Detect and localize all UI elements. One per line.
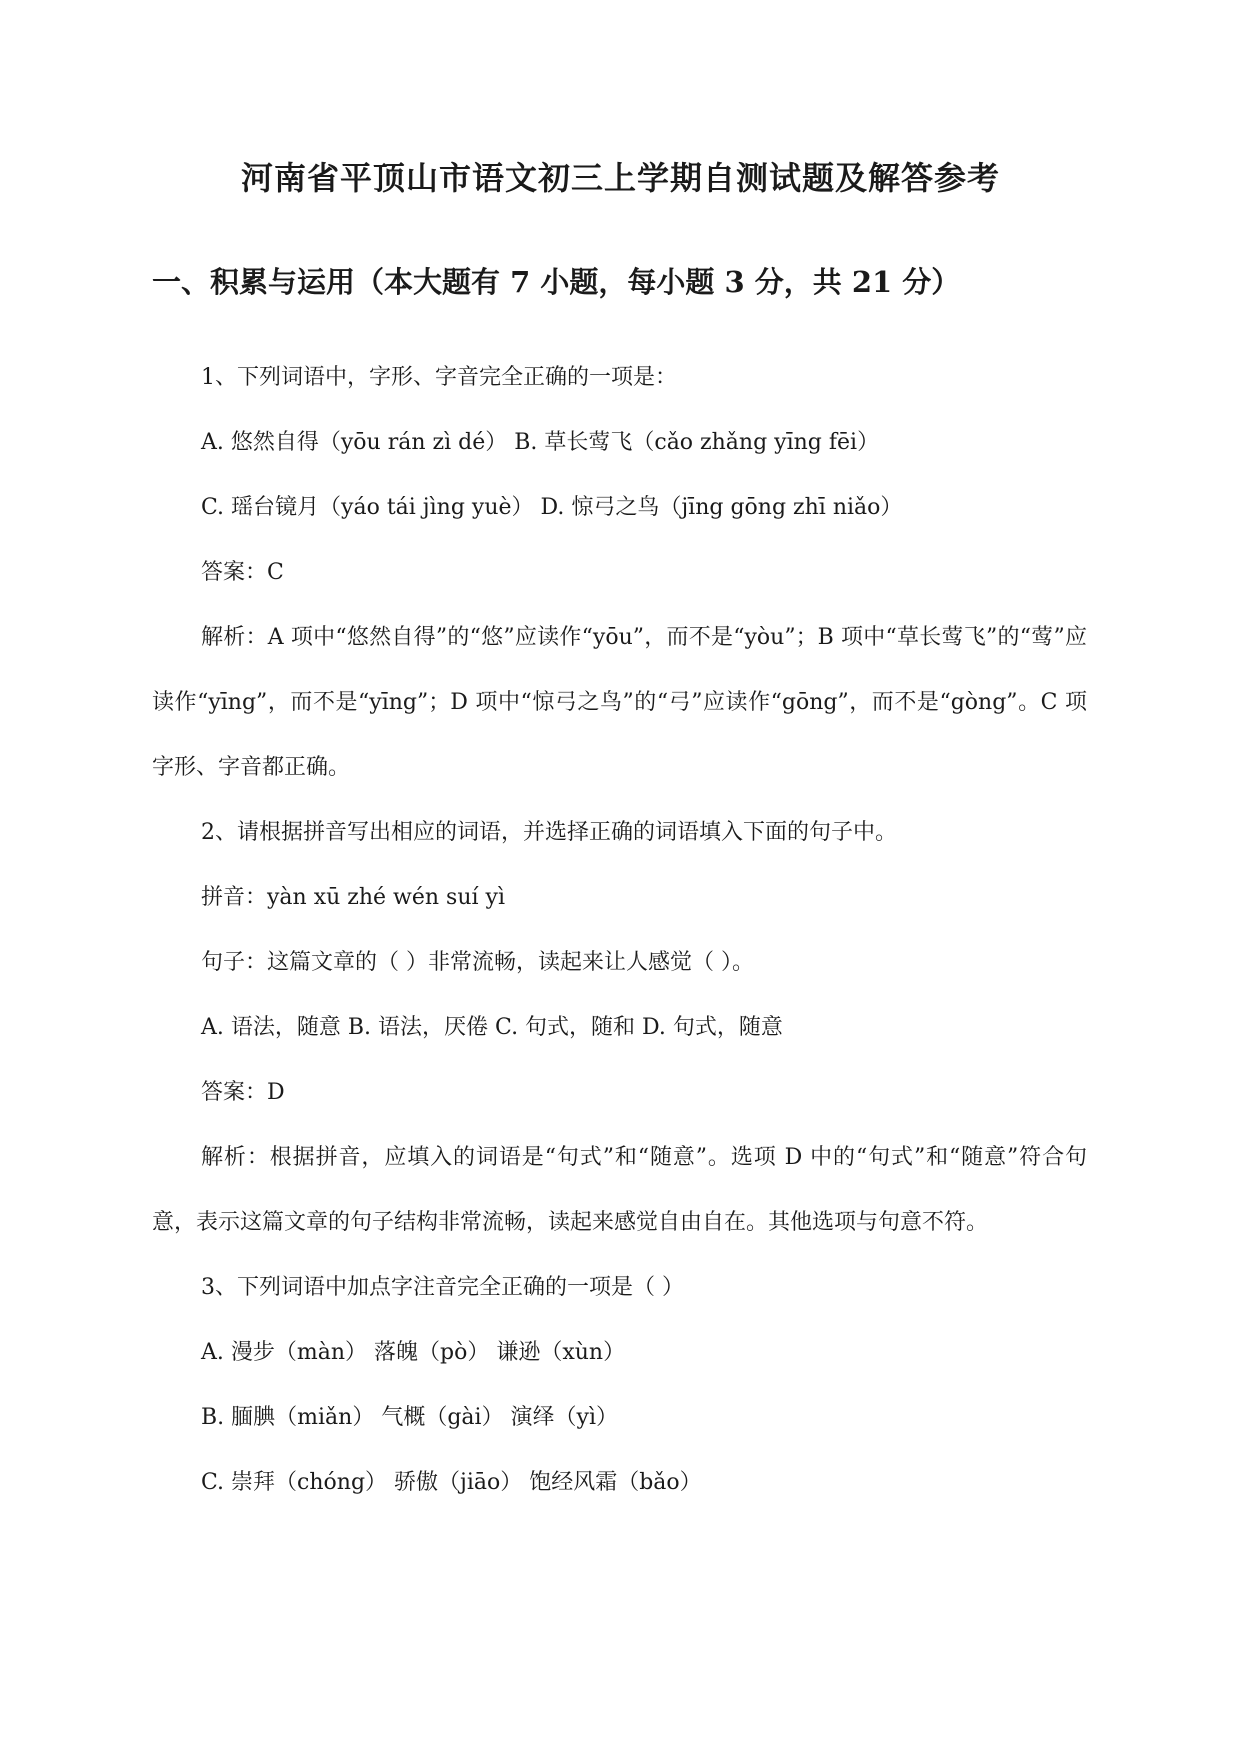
question-3-option-c: C. 崇拜（chóng） 骄傲（jiāo） 饱经风霜（bǎo） <box>201 1470 702 1495</box>
question-2-analysis: 解析：根据拼音，应填入的词语是“句式”和“随意”。选项 D 中的“句式”和“随意”符合句意，表示这篇文章的句子结构非常流畅，读起来感觉自由自在。其他选项与句意不符。 <box>152 1145 1087 1235</box>
document-title: 河南省平顶山市语文初三上学期自测试题及解答参考 <box>240 159 1000 197</box>
question-1-options-ab: A. 悠然自得（yōu rán zì dé） B. 草长莺飞（cǎo zhǎng yīng fēi） <box>201 430 880 455</box>
question-1-options-cd: C. 瑶台镜月（yáo tái jìng yuè） D. 惊弓之鸟（jīng gōng zhī niǎo） <box>201 495 903 520</box>
question-1-answer: 答案：C <box>201 560 284 585</box>
question-3-option-b: B. 腼腆（miǎn） 气概（gài） 演绎（yì） <box>201 1405 619 1430</box>
question-2-sentence: 句子：这篇文章的（ ）非常流畅，读起来让人感觉（ ）。 <box>201 950 754 975</box>
question-1-stem: 1、下列词语中，字形、字音完全正确的一项是： <box>201 365 677 390</box>
question-3-option-a: A. 漫步（màn） 落魄（pò） 谦逊（xùn） <box>201 1340 626 1365</box>
document-body <box>152 345 1087 1515</box>
section-heading: 一、积累与运用（本大题有 7 小题，每小题 3 分，共 21 分） <box>152 265 961 299</box>
question-2-answer: 答案：D <box>201 1080 285 1105</box>
question-3-stem: 3、下列词语中加点字注音完全正确的一项是（ ） <box>201 1275 684 1300</box>
question-2-pinyin: 拼音：yàn xū zhé wén suí yì <box>201 885 506 910</box>
question-1-analysis: 解析：A 项中“悠然自得”的“悠”应读作“yōu”，而不是“yòu”；B 项中“草长莺飞”的“莺”应读作“yīng”，而不是“yīng”；D 项中“惊弓之鸟”的“弓”应读作“gōng”，而不是“gòng”。C 项字形、字音都正确。 <box>152 625 1087 780</box>
question-2-options: A. 语法，随意 B. 语法，厌倦 C. 句式，随和 D. 句式，随意 <box>201 1015 783 1040</box>
question-2-stem: 2、请根据拼音写出相应的词语，并选择正确的词语填入下面的句子中。 <box>201 820 897 845</box>
